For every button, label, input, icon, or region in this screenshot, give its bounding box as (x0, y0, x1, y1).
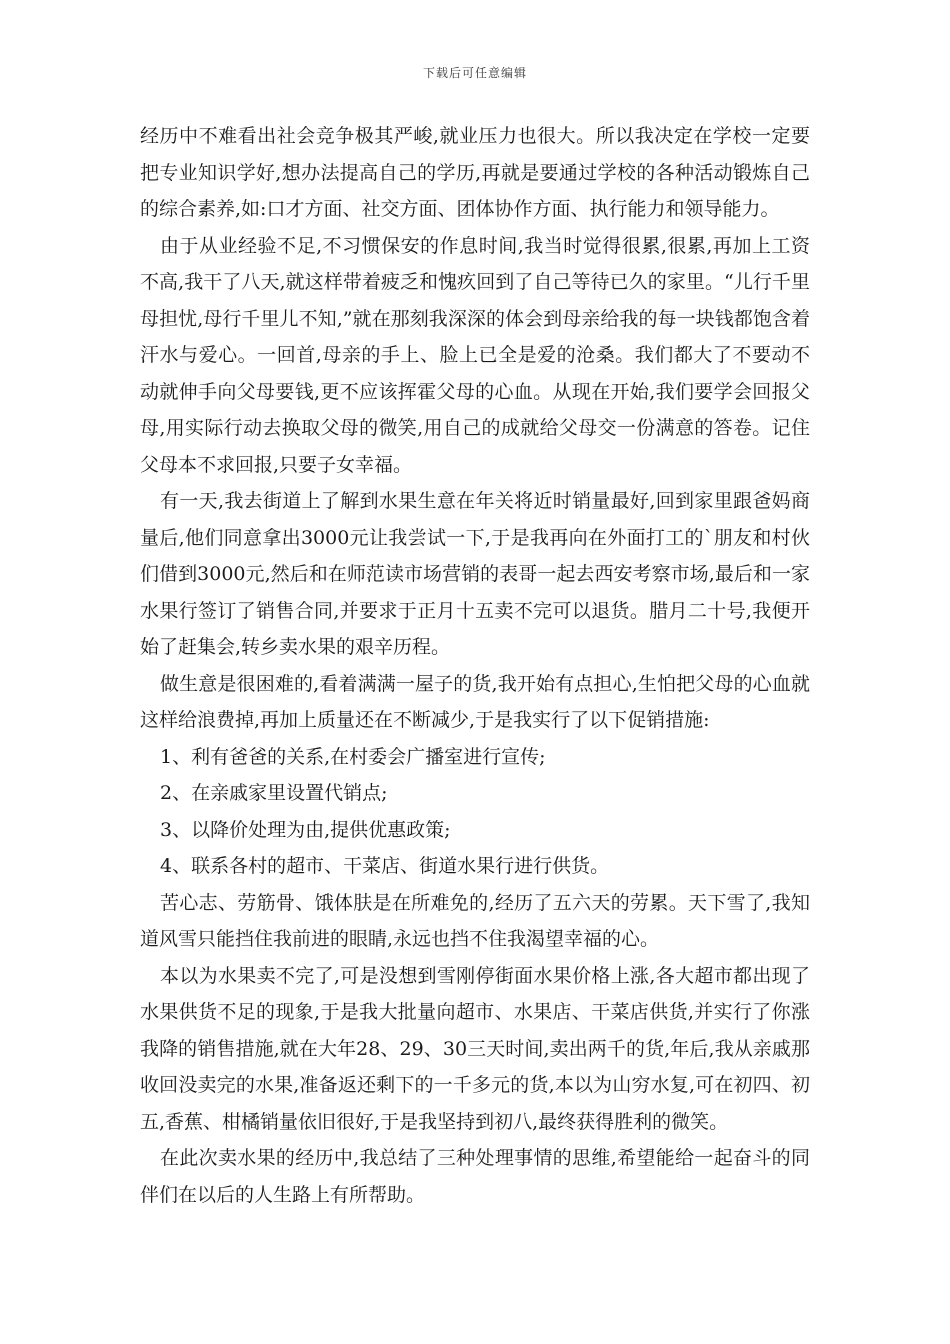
paragraph-5: 苦心志、劳筋骨、饿体肤是在所难免的,经历了五六天的劳累。天下雪了,我知道风雪只能挡住我前进的眼睛,永远也挡不住我渴望幸福的心。 (140, 891, 810, 950)
list-item-2: 2、在亲戚家里设置代销点; (160, 782, 388, 804)
list-item-1: 1、利有爸爸的关系,在村委会广播室进行宣传; (160, 745, 546, 768)
document-body (140, 118, 810, 1213)
list-item-3: 3、以降价处理为由,提供优惠政策; (160, 818, 451, 841)
paragraph-4: 做生意是很困难的,看着满满一屋子的货,我开始有点担心,生怕把父母的心血就这样给浪费掉,再加上质量还在不断减少,于是我实行了以下促销措施: (140, 672, 810, 731)
paragraph-3: 有一天,我去街道上了解到水果生意在年关将近时销量最好,回到家里跟爸妈商量后,他们同意拿出3000元让我尝试一下,于是我再向在外面打工的`朋友和村伙们借到3000元,然后和在师范读市场营销的表哥一起去西安考察市场,最后和一家水果行签订了销售合同,并要求于正月十五卖不完可以退货。腊月二十号,我便开始了赶集会,转乡卖水果的艰辛历程。 (140, 490, 810, 658)
paragraph-2: 由于从业经验不足,不习惯保安的作息时间,我当时觉得很累,很累,再加上工资不高,我干了八天,就这样带着疲乏和愧疚回到了自己等待已久的家里。“儿行千里母担忧,母行千里儿不知,”就在那刻我深深的体会到母亲给我的每一块钱都饱含着汗水与爱心。一回首,母亲的手上、脸上已全是爱的沧桑。我们都大了不要动不动就伸手向父母要钱,更不应该挥霍父母的心血。从现在开始,我们要学会回报父母,用实际行动去换取父母的微笑,用自己的成就给父母交一份满意的答卷。记住父母本不求回报,只要子女幸福。 (140, 234, 810, 476)
list-item-4: 4、联系各村的超市、干菜店、街道水果行进行供货。 (160, 855, 610, 877)
paragraph-6: 本以为水果卖不完了,可是没想到雪刚停街面水果价格上涨,各大超市都出现了水果供货不足的现象,于是我大批量向超市、水果店、干菜店供货,并实行了你涨我降的销售措施,就在大年28、29、30三天时间,卖出两千的货,年后,我从亲戚那收回没卖完的水果,准备返还剩下的一千多元的货,本以为山穷水复,可在初四、初五,香蕉、柑橘销量依旧很好,于是我坚持到初八,最终获得胜利的微笑。 (140, 964, 810, 1133)
paragraph-1: 经历中不难看出社会竞争极其严峻,就业压力也很大。所以我决定在学校一定要把专业知识学好,想办法提高自己的学历,再就是要通过学校的各种活动锻炼自己的综合素养,如:口才方面、社交方面、团体协作方面、执行能力和领导能力。 (140, 125, 810, 220)
page-header: 下载后可任意编辑 (422, 66, 527, 80)
paragraph-7: 在此次卖水果的经历中,我总结了三种处理事情的思维,希望能给一起奋斗的同伴们在以后的人生路上有所帮助。 (140, 1147, 810, 1206)
